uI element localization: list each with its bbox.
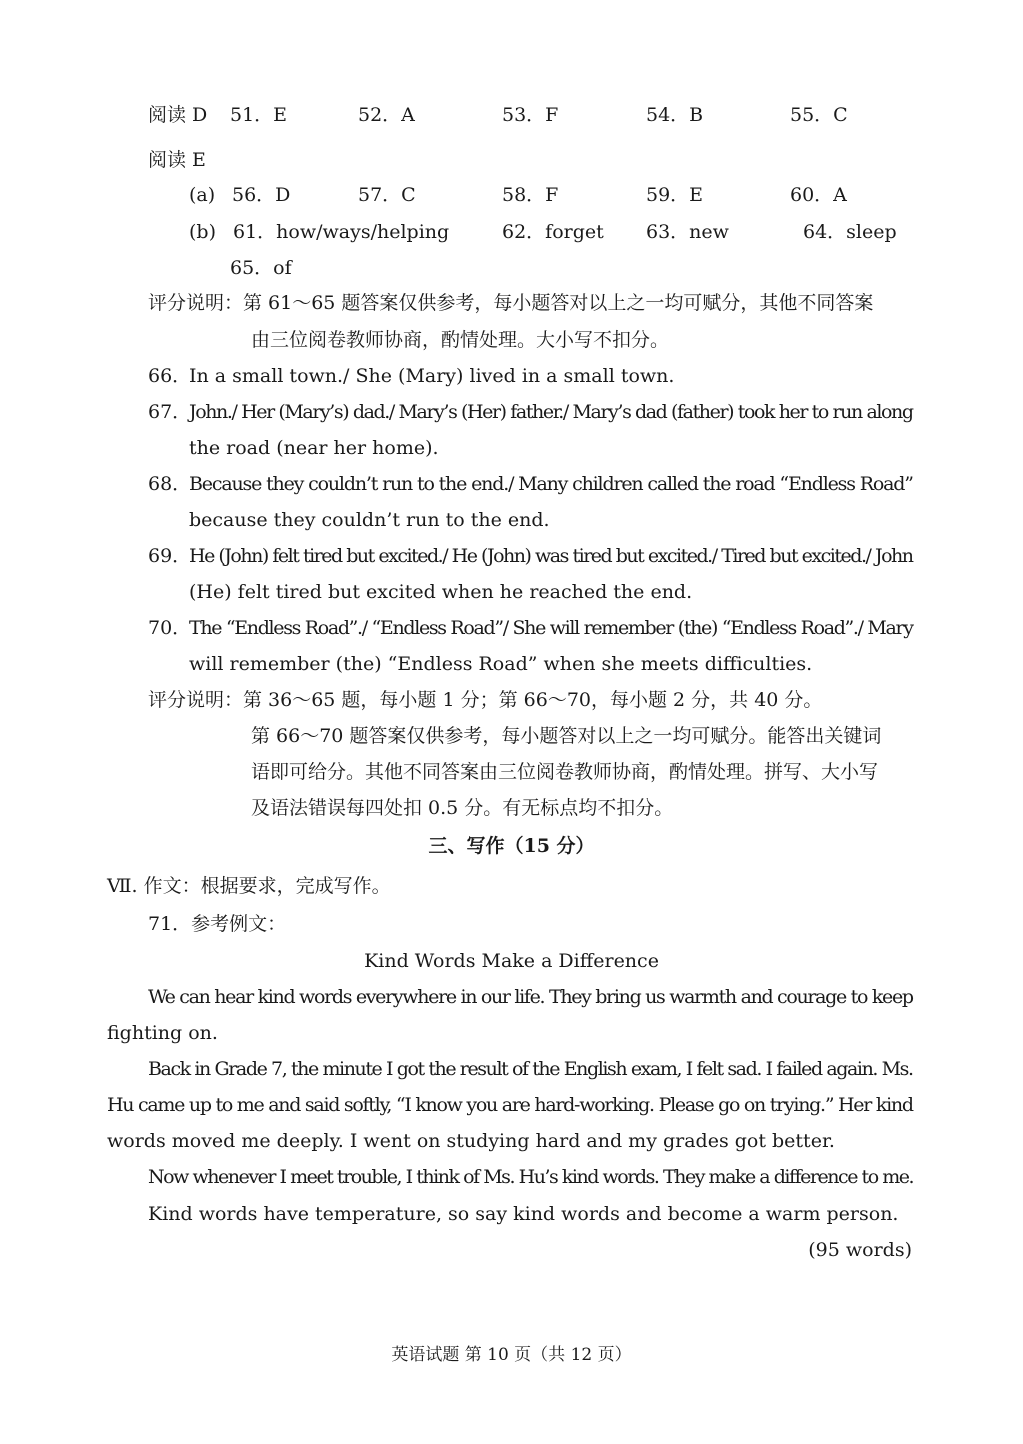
essay-line-5: words moved me deeply. I went on studying hard and my grades got better. bbox=[107, 1130, 835, 1152]
essay-line-3: Back in Grade 7, the minute I got the result of the English exam, I felt sad. I failed again. Ms. bbox=[148, 1058, 913, 1080]
essay-line-7: Kind words have temperature, so say kind words and become a warm person. bbox=[148, 1203, 899, 1225]
essay-line-6: Now whenever I meet trouble, I think of Ms. Hu’s kind words. They make a difference to me. bbox=[148, 1166, 914, 1188]
answer-67-text-line-1: John./ Her (Mary’s) dad./ Mary’s (Her) father./ Mary’s dad (father) took her to run along bbox=[189, 401, 913, 423]
essay-line-4: Hu came up to me and said softly, “I know you are hard-working. Please go on trying.” Her kind bbox=[107, 1094, 913, 1116]
answer-66-number: 66． bbox=[148, 365, 192, 387]
answer-70-text-line-2: will remember (the) “Endless Road” when she meets difficulties. bbox=[189, 653, 813, 675]
answer-67-number: 67． bbox=[148, 401, 192, 423]
answer-66-text: In a small town./ She (Mary) lived in a small town. bbox=[189, 365, 675, 387]
answer-58: 58．F bbox=[502, 184, 559, 206]
answer-52: 52．A bbox=[358, 104, 415, 126]
answer-63: 63．new bbox=[646, 221, 729, 243]
essay-line-2: fighting on. bbox=[107, 1022, 218, 1044]
answer-61: 61．how/ways/helping bbox=[233, 221, 450, 243]
answer-67-text-line-2: the road (near her home). bbox=[189, 437, 439, 459]
essay-line-1: We can hear kind words everywhere in our life. They bring us warmth and courage to keep bbox=[148, 986, 913, 1008]
answer-69-number: 69． bbox=[148, 545, 192, 567]
answer-68-text-line-2: because they couldn’t run to the end. bbox=[189, 509, 550, 531]
answer-68-number: 68． bbox=[148, 473, 192, 495]
answer-59: 59．E bbox=[646, 184, 704, 206]
answer-69-text-line-2: (He) felt tired but excited when he reached the end. bbox=[189, 581, 693, 603]
page-footer: 英语试题 第 10 页（共 12 页） bbox=[391, 1345, 632, 1365]
essay-title: Kind Words Make a Difference bbox=[364, 950, 659, 972]
answer-55: 55．C bbox=[790, 104, 848, 126]
answer-64: 64．sleep bbox=[803, 221, 897, 243]
answer-70-number: 70． bbox=[148, 617, 192, 639]
answer-57: 57．C bbox=[358, 184, 416, 206]
answer-62: 62．forget bbox=[502, 221, 604, 243]
part-b-label: (b) bbox=[189, 221, 216, 243]
answer-68-text-line-1: Because they couldn’t run to the end./ Many children called the road “Endless Road” bbox=[189, 473, 913, 495]
answer-70-text-line-1: The “Endless Road”./ “Endless Road”/ She will remember (the) “Endless Road”./ Mary bbox=[189, 617, 913, 639]
essay-word-count: (95 words) bbox=[808, 1239, 912, 1261]
answer-65: 65．of bbox=[230, 257, 292, 279]
task-7-label: Ⅶ. 作文：根据要求，完成写作。 bbox=[107, 875, 391, 897]
answer-56: 56．D bbox=[232, 184, 291, 206]
section-3-heading: 三、写作（15 分） bbox=[428, 835, 595, 857]
reading-e-label: 阅读 E bbox=[148, 149, 206, 171]
answer-60: 60．A bbox=[790, 184, 847, 206]
scoring-note-2-line-2: 第 66～70 题答案仅供参考，每小题答对以上之一均可赋分。能答出关键词 bbox=[251, 725, 882, 747]
scoring-note-2-line-1: 评分说明：第 36～65 题，每小题 1 分；第 66～70，每小题 2 分，共 40 分。 bbox=[148, 689, 823, 711]
answer-53: 53．F bbox=[502, 104, 559, 126]
answer-54: 54．B bbox=[646, 104, 704, 126]
scoring-note-2-line-4: 及语法错误每四处扣 0.5 分。有无标点均不扣分。 bbox=[251, 797, 674, 819]
scoring-note-1-line-1: 评分说明：第 61～65 题答案仅供参考，每小题答对以上之一均可赋分，其他不同答案 bbox=[148, 292, 874, 314]
scoring-note-1-line-2: 由三位阅卷教师协商，酌情处理。大小写不扣分。 bbox=[251, 329, 670, 351]
scoring-note-2-line-3: 语即可给分。其他不同答案由三位阅卷教师协商，酌情处理。拼写、大小写 bbox=[251, 761, 879, 783]
part-a-label: (a) bbox=[189, 184, 216, 206]
answer-51: 51．E bbox=[230, 104, 288, 126]
answer-69-text-line-1: He (John) felt tired but excited./ He (John) was tired but excited./ Tired but excited./ John bbox=[189, 545, 913, 567]
reading-d-label: 阅读 D bbox=[148, 104, 208, 126]
item-71-label: 71．参考例文： bbox=[148, 913, 287, 935]
